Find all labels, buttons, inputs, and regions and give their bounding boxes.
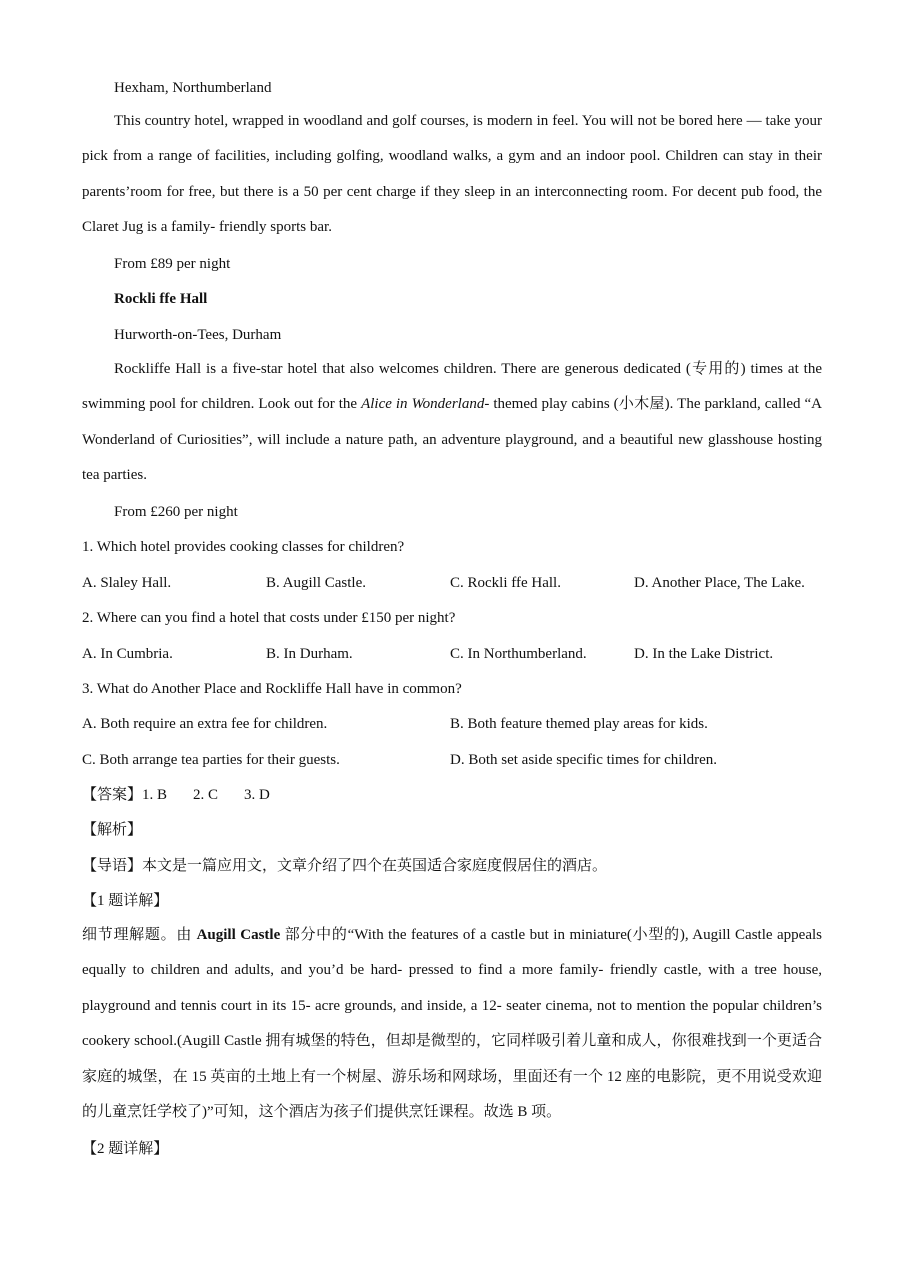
hotel-description bbox=[82, 104, 822, 246]
detail-bold-text: Augill Castle bbox=[196, 927, 281, 943]
hotel-description-text: - themed play cabins (小木屋). The parkland, called “A Wonderland of Curiosities”, will include a nature path, an adventure playground, and a beautiful new glasshouse hosting tea parties. bbox=[82, 396, 823, 484]
question-option: D. Both set aside specific times for children. bbox=[450, 752, 718, 768]
guide-text: 【导语】本文是一篇应用文，文章介绍了四个在英国适合家庭度假居住的酒店。 bbox=[82, 858, 608, 874]
hotel-price: From £260 per night bbox=[114, 504, 238, 520]
answer-line bbox=[82, 785, 270, 805]
question-stem: 2. Where can you find a hotel that costs under £150 per night? bbox=[82, 610, 456, 626]
question-stem: 1. Which hotel provides cooking classes for children? bbox=[82, 539, 405, 555]
hotel-description-text: Rockliffe Hall is a five-star hotel that also welcomes children. There are generous dedicated (专用的) times at the swimming pool for children. Look out for the bbox=[82, 361, 822, 413]
question-option: A. In Cumbria. bbox=[82, 646, 173, 662]
answer-label: 【答案】 bbox=[82, 787, 143, 803]
detail-text: 部分中的“With the features of a castle but in miniature(小型的), Augill Castle appeals equally to children and adults, and you’d be hard- pressed to find a more family- friendly castle, with a tree house, playground and tennis court in its 15- acre grounds, and inside, a 12- seater cinema, not to mention the popular children’s cookery school.(Augill Castle 拥有城堡的特色，但却是微型的，它同样吸引着儿童和成人，你很难找到一个更适合家庭的城堡，在 15 英亩的土地上有一个树屋、游乐场和网球场，里面还有一个 12 座的电影院，更不用说受欢迎的儿童烹饪学校了)”可知，这个酒店为孩子们提供烹饪课程。故选 B 项。 bbox=[82, 927, 822, 1121]
question-option: D. Another Place, The Lake. bbox=[634, 575, 805, 591]
question-stem: 3. What do Another Place and Rockliffe Hall have in common? bbox=[82, 681, 462, 697]
hotel-description-italic: Alice in Wonderland bbox=[361, 396, 485, 413]
hotel-price: From £89 per night bbox=[114, 256, 231, 272]
detail-heading: 【2 题详解】 bbox=[82, 1141, 169, 1157]
question-option: B. Both feature themed play areas for kids. bbox=[450, 716, 708, 732]
hotel-description bbox=[82, 352, 822, 494]
question-option: A. Both require an extra fee for children. bbox=[82, 716, 328, 732]
detail-text: 细节理解题。由 bbox=[82, 927, 197, 943]
question-option: B. Augill Castle. bbox=[266, 575, 367, 591]
analysis-heading: 【解析】 bbox=[82, 822, 143, 838]
detail-heading: 【1 题详解】 bbox=[82, 893, 169, 909]
answer-value: 1. B bbox=[142, 787, 168, 803]
question-option: A. Slaley Hall. bbox=[82, 575, 172, 591]
answer-value: 2. C bbox=[193, 787, 219, 803]
hotel-location: Hexham, Northumberland bbox=[114, 80, 272, 96]
question-option: C. Rockli ffe Hall. bbox=[450, 575, 561, 591]
detail-explanation bbox=[82, 918, 822, 1130]
hotel-location: Hurworth-on-Tees, Durham bbox=[114, 327, 282, 343]
hotel-description-text: This country hotel, wrapped in woodland and golf courses, is modern in feel. You will not be bored here — take your pick from a range of facilities, including golfing, woodland walks, a gym and an indoor pool. Children can stay in their parents’room for free, but there is a 50 per cent charge if they sleep in an interconnecting room. For decent pub food, the Claret Jug is a family- friendly sports bar. bbox=[82, 113, 822, 236]
question-option: B. In Durham. bbox=[266, 646, 353, 662]
answer-value: 3. D bbox=[244, 787, 270, 803]
question-option: C. In Northumberland. bbox=[450, 646, 587, 662]
hotel-name: Rockli ffe Hall bbox=[114, 291, 208, 307]
question-option: C. Both arrange tea parties for their guests. bbox=[82, 752, 340, 768]
question-option: D. In the Lake District. bbox=[634, 646, 774, 662]
